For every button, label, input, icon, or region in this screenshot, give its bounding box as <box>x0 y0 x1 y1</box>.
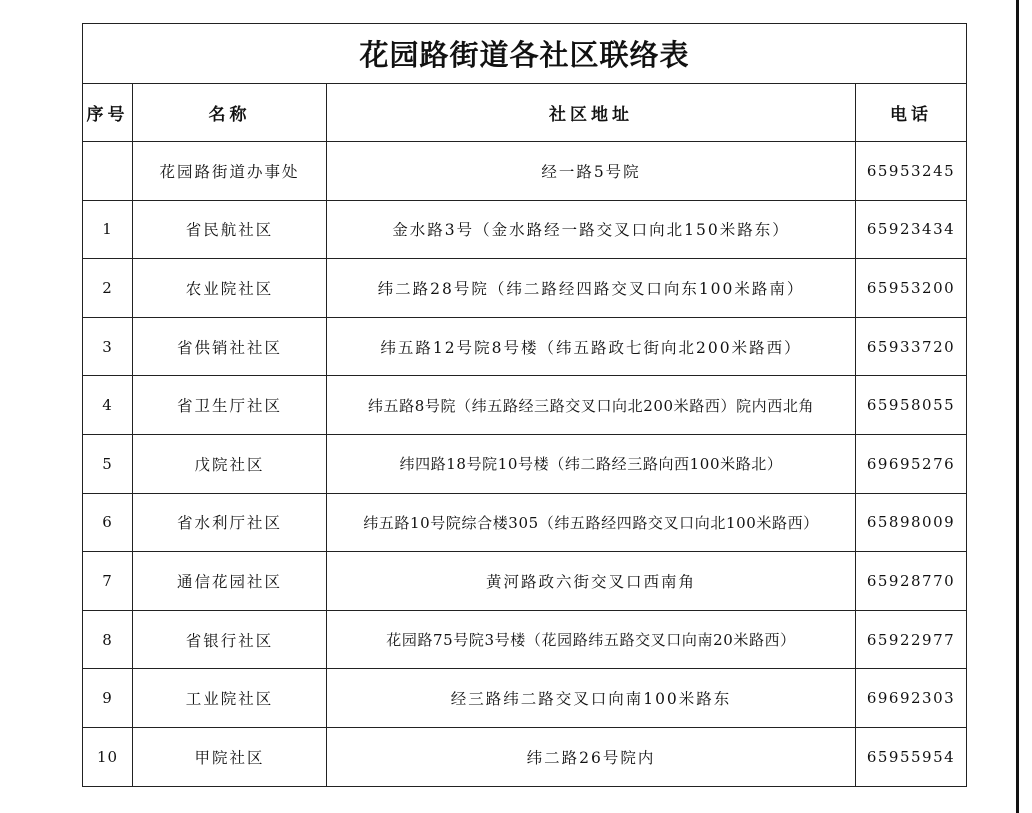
row-index: 9 <box>83 669 133 728</box>
row-phone: 65928770 <box>856 552 967 611</box>
row-address: 纬五路8号院（纬五路经三路交叉口向北200米路西）院内西北角 <box>327 376 856 435</box>
header-name: 名称 <box>133 84 327 142</box>
header-row <box>83 84 967 142</box>
row-phone: 65933720 <box>856 317 967 376</box>
table-row <box>83 669 967 728</box>
row-name: 工业院社区 <box>133 669 327 728</box>
row-address: 纬五路12号院8号楼（纬五路政七街向北200米路西） <box>327 317 856 376</box>
row-name: 甲院社区 <box>133 727 327 786</box>
row-phone: 65958055 <box>856 376 967 435</box>
community-contact-table <box>82 23 967 787</box>
row-address: 经一路5号院 <box>327 142 856 201</box>
row-phone: 65923434 <box>856 200 967 259</box>
header-index: 序号 <box>83 84 133 142</box>
table-row <box>83 552 967 611</box>
row-phone: 65955954 <box>856 727 967 786</box>
row-name: 花园路街道办事处 <box>133 142 327 201</box>
row-phone: 65898009 <box>856 493 967 552</box>
row-index: 10 <box>83 727 133 786</box>
row-index: 2 <box>83 259 133 318</box>
table-row <box>83 259 967 318</box>
row-index: 3 <box>83 317 133 376</box>
table-row <box>83 317 967 376</box>
row-address: 纬四路18号院10号楼（纬二路经三路向西100米路北） <box>327 434 856 493</box>
page-edge-line <box>1016 0 1019 813</box>
row-index: 7 <box>83 552 133 611</box>
row-name: 省民航社区 <box>133 200 327 259</box>
table-row <box>83 142 967 201</box>
table-row <box>83 493 967 552</box>
row-address: 金水路3号（金水路经一路交叉口向北150米路东） <box>327 200 856 259</box>
row-phone: 65953245 <box>856 142 967 201</box>
row-index: 4 <box>83 376 133 435</box>
table-row <box>83 376 967 435</box>
row-index: 8 <box>83 610 133 669</box>
row-phone: 65922977 <box>856 610 967 669</box>
header-address: 社区地址 <box>327 84 856 142</box>
row-index: 6 <box>83 493 133 552</box>
row-name: 农业院社区 <box>133 259 327 318</box>
row-name: 戊院社区 <box>133 434 327 493</box>
table-row <box>83 434 967 493</box>
table-row <box>83 610 967 669</box>
row-name: 省水利厅社区 <box>133 493 327 552</box>
row-index: 1 <box>83 200 133 259</box>
row-phone: 65953200 <box>856 259 967 318</box>
table-row <box>83 200 967 259</box>
table-title: 花园路街道各社区联络表 <box>83 24 967 84</box>
row-phone: 69695276 <box>856 434 967 493</box>
row-name: 省供销社社区 <box>133 317 327 376</box>
row-name: 省卫生厅社区 <box>133 376 327 435</box>
row-index: 5 <box>83 434 133 493</box>
row-address: 黄河路政六街交叉口西南角 <box>327 552 856 611</box>
row-address: 纬二路26号院内 <box>327 727 856 786</box>
row-name: 省银行社区 <box>133 610 327 669</box>
row-address: 花园路75号院3号楼（花园路纬五路交叉口向南20米路西） <box>327 610 856 669</box>
table-body <box>83 142 967 787</box>
header-phone: 电话 <box>856 84 967 142</box>
row-address: 纬五路10号院综合楼305（纬五路经四路交叉口向北100米路西） <box>327 493 856 552</box>
row-phone: 69692303 <box>856 669 967 728</box>
table-row <box>83 727 967 786</box>
row-address: 纬二路28号院（纬二路经四路交叉口向东100米路南） <box>327 259 856 318</box>
row-name: 通信花园社区 <box>133 552 327 611</box>
row-address: 经三路纬二路交叉口向南100米路东 <box>327 669 856 728</box>
row-index <box>83 142 133 201</box>
